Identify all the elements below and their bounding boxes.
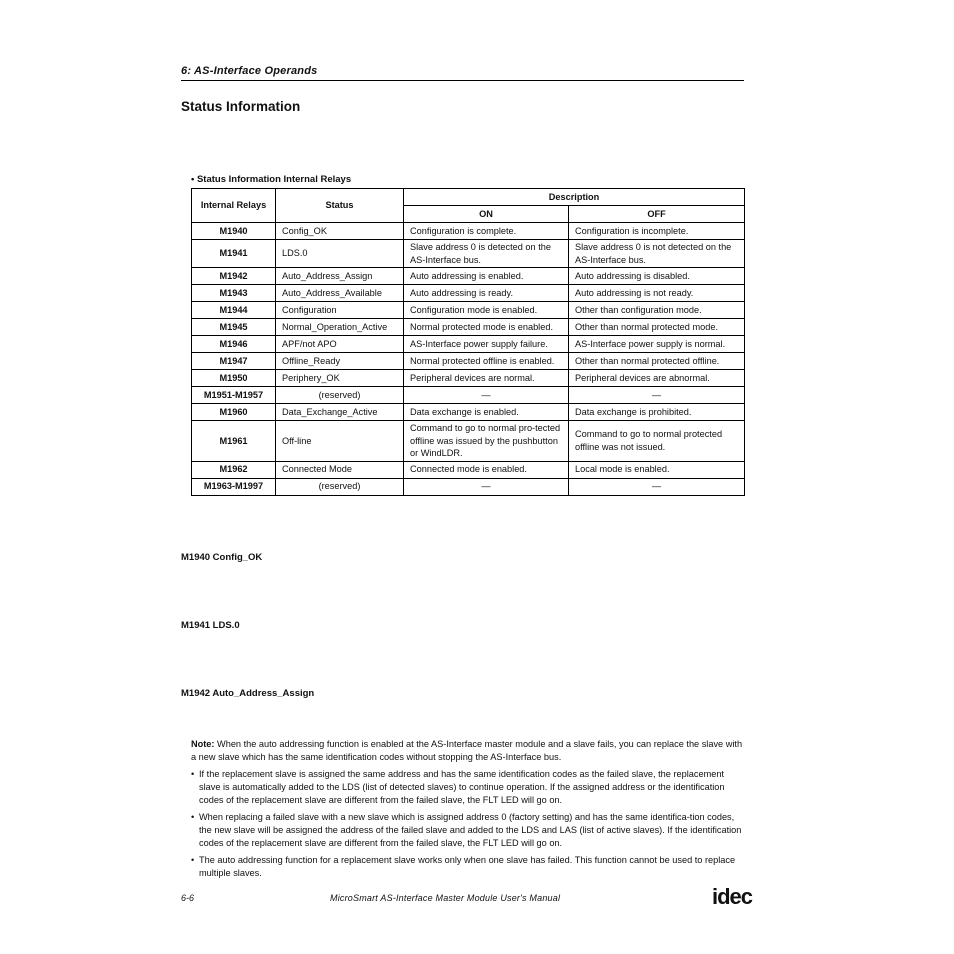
off-cell: Configuration is incomplete.: [569, 223, 745, 240]
relay-cell: M1942: [192, 268, 276, 285]
off-cell: Auto addressing is disabled.: [569, 268, 745, 285]
on-cell: —: [404, 387, 569, 404]
on-cell: —: [404, 478, 569, 495]
on-cell: Normal protected offline is enabled.: [404, 353, 569, 370]
on-cell: Configuration mode is enabled.: [404, 302, 569, 319]
status-cell: Auto_Address_Assign: [276, 268, 404, 285]
status-cell: (reserved): [276, 478, 404, 495]
status-cell: Configuration: [276, 302, 404, 319]
chapter-rule: [181, 80, 744, 81]
relay-cell: M1960: [192, 404, 276, 421]
table-row: [192, 387, 745, 404]
note-bullet: • The auto addressing function for a replacement slave works only when one slave has failed. This function cannot be used to replace multiple slaves.: [191, 854, 743, 880]
note-block: [191, 738, 743, 880]
table-row: [192, 240, 745, 268]
off-cell: Command to go to normal protected offline was not issued.: [569, 421, 745, 462]
off-cell: —: [569, 478, 745, 495]
page-number: 6-6: [181, 893, 195, 903]
status-cell: APF/not APO: [276, 336, 404, 353]
note-text: When the auto addressing function is enabled at the AS-Interface master module and a slave fails, you can replace the slave with a new slave which has the same identification codes without stopping the AS-Interface bus.: [191, 739, 743, 762]
table-row: [192, 302, 745, 319]
on-cell: Data exchange is enabled.: [404, 404, 569, 421]
note-label: Note:: [191, 739, 215, 749]
status-cell: Config_OK: [276, 223, 404, 240]
subhead-m1942: M1942 Auto_Address_Assign: [181, 688, 315, 699]
subhead-m1940: M1940 Config_OK: [181, 552, 263, 563]
off-cell: Peripheral devices are abnormal.: [569, 370, 745, 387]
note-paragraph: [191, 738, 743, 764]
status-cell: LDS.0: [276, 240, 404, 268]
status-cell: Off-line: [276, 421, 404, 462]
on-cell: AS-Interface power supply failure.: [404, 336, 569, 353]
status-cell: Normal_Operation_Active: [276, 319, 404, 336]
subhead-m1941: M1941 LDS.0: [181, 620, 240, 631]
relay-cell: M1944: [192, 302, 276, 319]
table-row: [192, 353, 745, 370]
idec-logo: idec: [712, 884, 753, 909]
relay-cell: M1963-M1997: [192, 478, 276, 495]
relay-cell: M1940: [192, 223, 276, 240]
relay-cell: M1945: [192, 319, 276, 336]
header-on: ON: [404, 206, 569, 223]
relay-cell: M1962: [192, 461, 276, 478]
on-cell: Auto addressing is ready.: [404, 285, 569, 302]
status-cell: (reserved): [276, 387, 404, 404]
table-row: [192, 404, 745, 421]
status-cell: Connected Mode: [276, 461, 404, 478]
on-cell: Auto addressing is enabled.: [404, 268, 569, 285]
note-bullet: • When replacing a failed slave with a new slave which is assigned address 0 (factory setting) and has the same identifica-tion codes, the new slave will be assigned the address of the failed slave and added to the LDS and LAS (list of active slaves). If the identification codes of the replacement slave are different from the failed slave, the FLT LED will go on.: [191, 811, 743, 850]
status-relays-table: [191, 188, 745, 496]
table-row: [192, 336, 745, 353]
relay-cell: M1951-M1957: [192, 387, 276, 404]
relay-cell: M1941: [192, 240, 276, 268]
on-cell: Slave address 0 is detected on the AS-Interface bus.: [404, 240, 569, 268]
off-cell: Auto addressing is not ready.: [569, 285, 745, 302]
section-title: Status Information: [181, 99, 301, 114]
relay-cell: M1947: [192, 353, 276, 370]
table-row: [192, 421, 745, 462]
table-row: [192, 478, 745, 495]
header-off: OFF: [569, 206, 745, 223]
off-cell: Slave address 0 is not detected on the AS-Interface bus.: [569, 240, 745, 268]
table-row: [192, 461, 745, 478]
on-cell: Command to go to normal pro-tected offline was issued by the pushbutton or WindLDR.: [404, 421, 569, 462]
on-cell: Configuration is complete.: [404, 223, 569, 240]
status-cell: Data_Exchange_Active: [276, 404, 404, 421]
on-cell: Normal protected mode is enabled.: [404, 319, 569, 336]
off-cell: —: [569, 387, 745, 404]
table-row: [192, 285, 745, 302]
off-cell: AS-Interface power supply is normal.: [569, 336, 745, 353]
header-internal-relays: Internal Relays: [192, 189, 276, 223]
manual-title: MicroSmart AS-Interface Master Module User's Manual: [330, 893, 561, 903]
off-cell: Other than configuration mode.: [569, 302, 745, 319]
chapter-heading: 6: AS-Interface Operands: [181, 65, 318, 77]
off-cell: Other than normal protected mode.: [569, 319, 745, 336]
relay-cell: M1950: [192, 370, 276, 387]
header-status: Status: [276, 189, 404, 223]
off-cell: Data exchange is prohibited.: [569, 404, 745, 421]
table-row: [192, 319, 745, 336]
status-cell: Offline_Ready: [276, 353, 404, 370]
status-cell: Auto_Address_Available: [276, 285, 404, 302]
table-row: [192, 370, 745, 387]
table-row: [192, 268, 745, 285]
note-bullet: • If the replacement slave is assigned the same address and has the same identification codes as the failed slave, the replacement slave is automatically added to the LDS (list of detected slaves) to continue operation. If the assigned address or the identification codes of the replacement slave are different from the failed slave, the FLT LED will go on.: [191, 768, 743, 807]
on-cell: Connected mode is enabled.: [404, 461, 569, 478]
off-cell: Other than normal protected offline.: [569, 353, 745, 370]
relay-cell: M1943: [192, 285, 276, 302]
table-caption: • Status Information Internal Relays: [191, 174, 352, 185]
status-cell: Periphery_OK: [276, 370, 404, 387]
relay-cell: M1946: [192, 336, 276, 353]
table-row: [192, 223, 745, 240]
relay-cell: M1961: [192, 421, 276, 462]
off-cell: Local mode is enabled.: [569, 461, 745, 478]
on-cell: Peripheral devices are normal.: [404, 370, 569, 387]
header-description: Description: [404, 189, 745, 206]
